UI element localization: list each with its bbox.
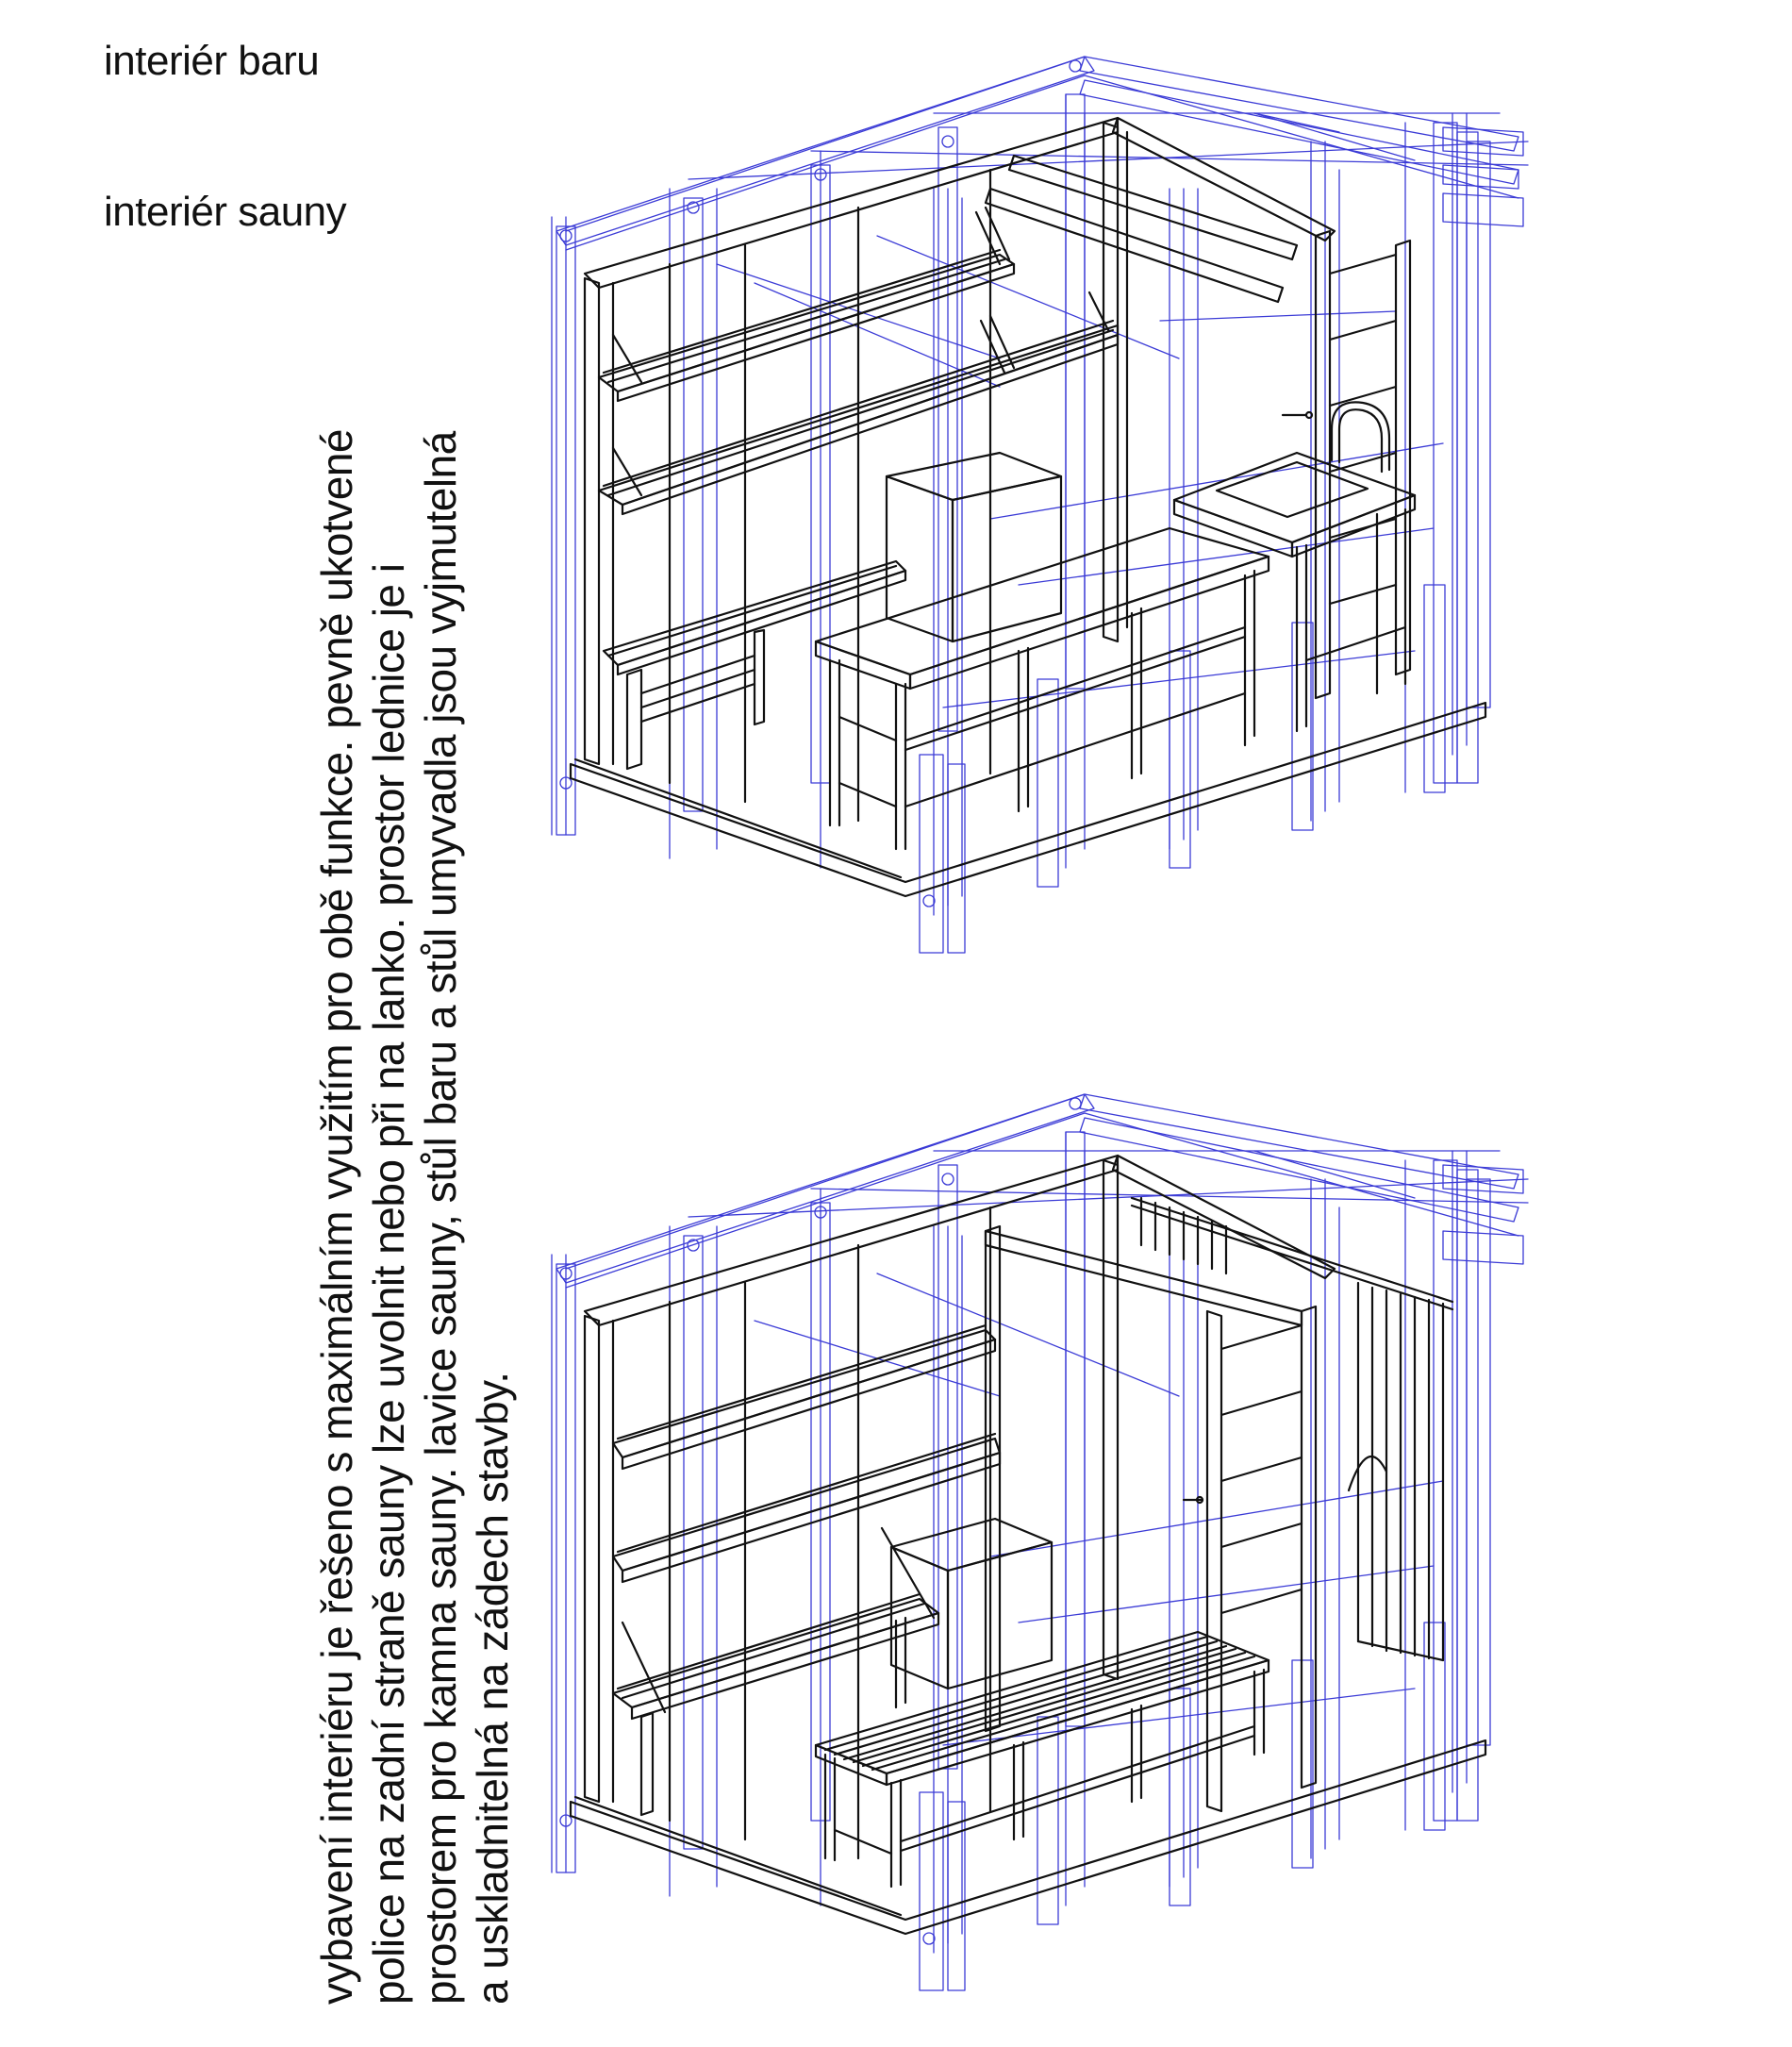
sauna-guide-lines: [552, 1094, 1528, 1990]
description-line: prostorem pro kamna sauny. lavice sauny, stůl baru a stůl umyvadla jsou vyjmutelná: [416, 431, 465, 2005]
sauna-structure: [571, 1156, 1485, 1934]
description-line: police na zadní straně sauny lze uvolnit nebo při na lanko. prostor lednice je i: [364, 563, 413, 2005]
description-line: a uskladnitelná na zádech stavby.: [468, 1372, 517, 2005]
description-line: vybavení interiéru je řešeno s maximálním využitím pro obě funkce. pevně ukotvené: [312, 428, 361, 2005]
heading-bar-interior: interiér baru: [104, 38, 320, 84]
heading-sauna-interior: interiér sauny: [104, 189, 347, 235]
